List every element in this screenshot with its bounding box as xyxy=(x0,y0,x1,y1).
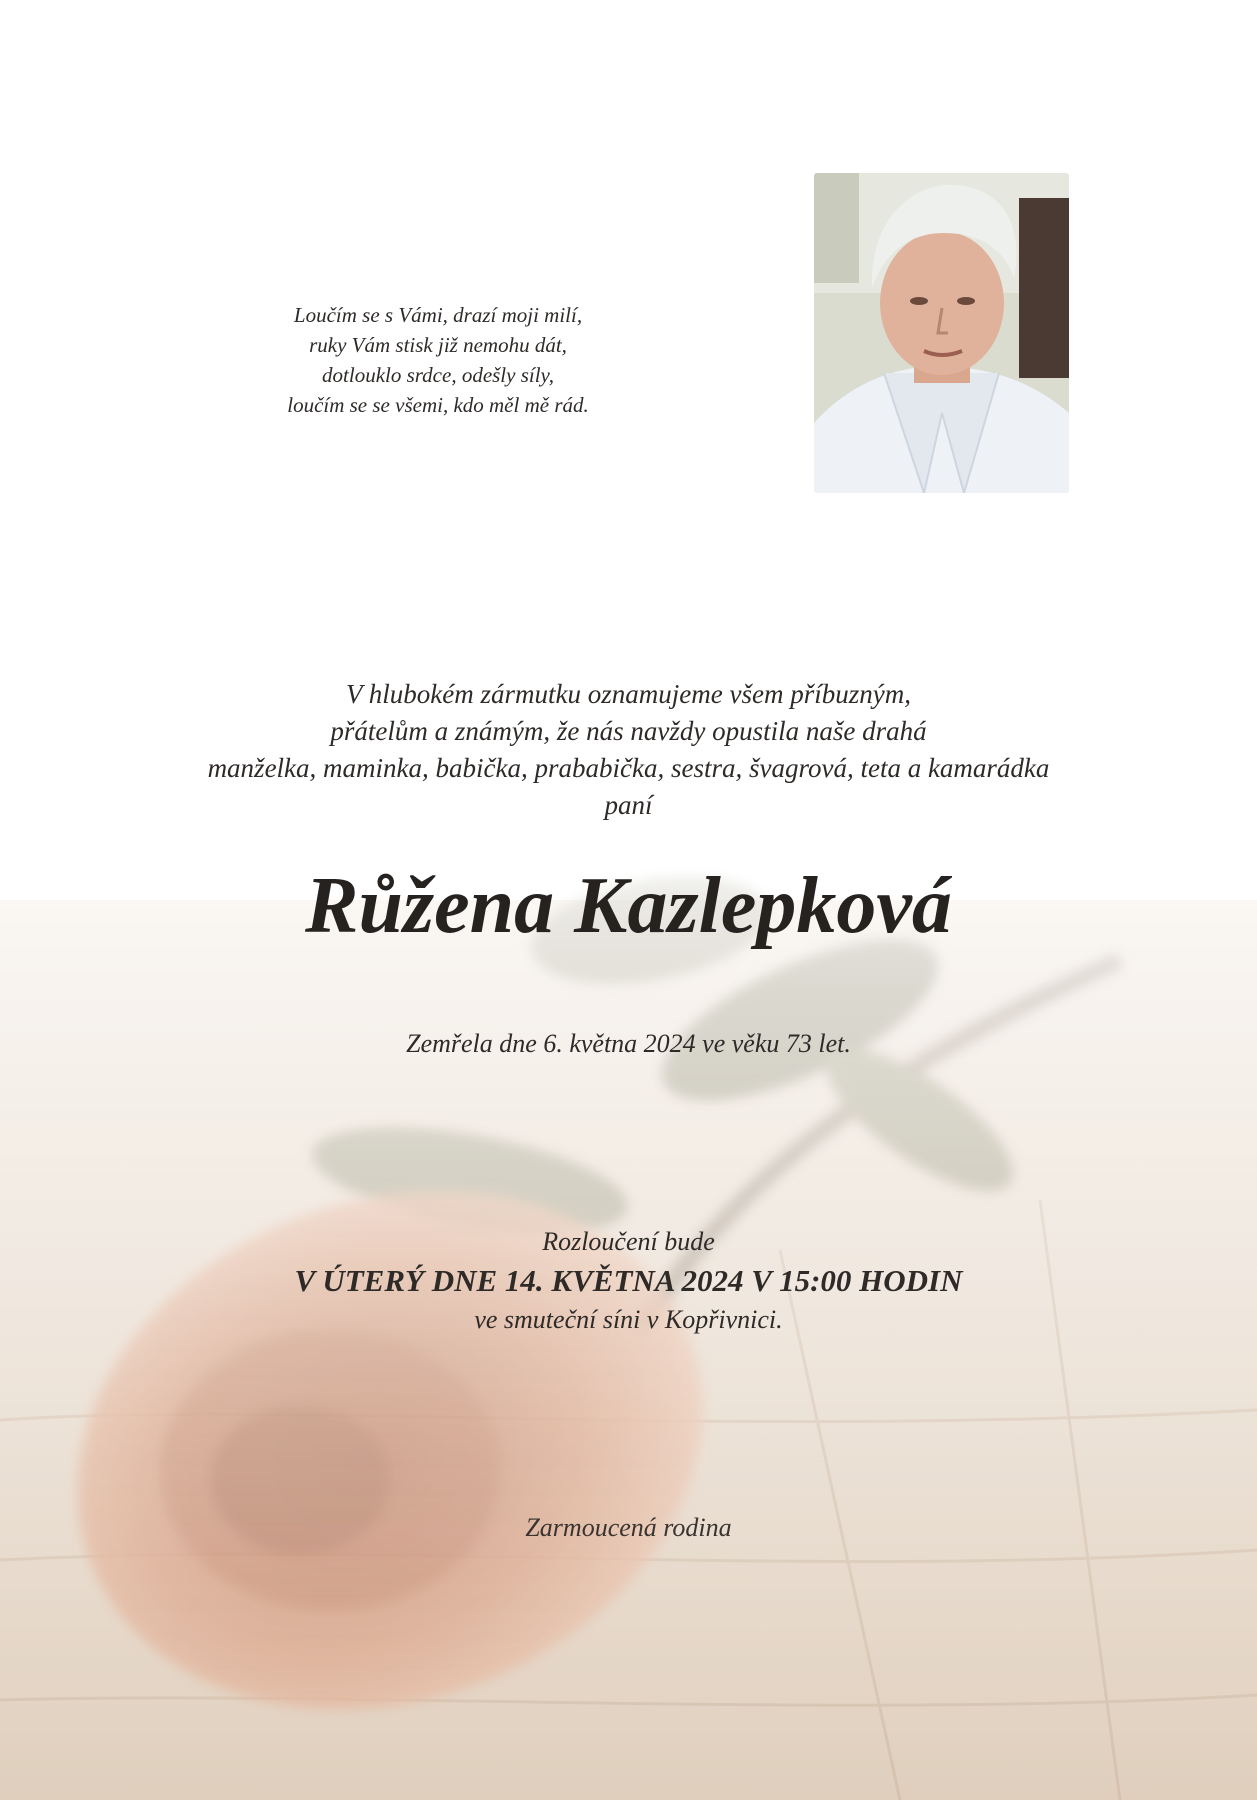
deceased-name: Růžena Kazlepková xyxy=(305,862,952,950)
poem-line: loučím se se všemi, kdo měl mě rád. xyxy=(287,393,589,417)
death-date-line: Zemřela dne 6. května 2024 ve věku 73 let. xyxy=(406,1029,851,1058)
family-signoff: Zarmoucená rodina xyxy=(525,1513,732,1542)
announcement-line: manželka, maminka, babička, prababička, sestra, švagrová, teta a kamarádka xyxy=(207,753,1050,783)
announcement-line: přátelům a známým, že nás navždy opustila naše drahá xyxy=(330,716,927,746)
announcement-line: V hlubokém zármutku oznamujeme všem příbuzným, xyxy=(346,679,911,709)
poem-line: Loučím se s Vámi, drazí moji milí, xyxy=(293,303,583,327)
deceased-portrait-photo xyxy=(814,173,1069,493)
funeral-date-time: V ÚTERÝ DNE 14. KVĚTNA 2024 V 15:00 HODIN xyxy=(294,1263,963,1298)
poem-line: ruky Vám stisk již nemohu dát, xyxy=(309,333,567,357)
announcement-line: paní xyxy=(604,790,653,820)
death-announcement-text xyxy=(100,676,1157,824)
funeral-details xyxy=(100,1224,1157,1338)
funeral-intro: Rozloučení bude xyxy=(542,1227,715,1256)
funeral-location: ve smuteční síni v Kopřivnici. xyxy=(474,1305,783,1334)
poem-line: dotlouklo srdce, odešly síly, xyxy=(322,363,554,387)
memorial-poem xyxy=(218,300,658,420)
